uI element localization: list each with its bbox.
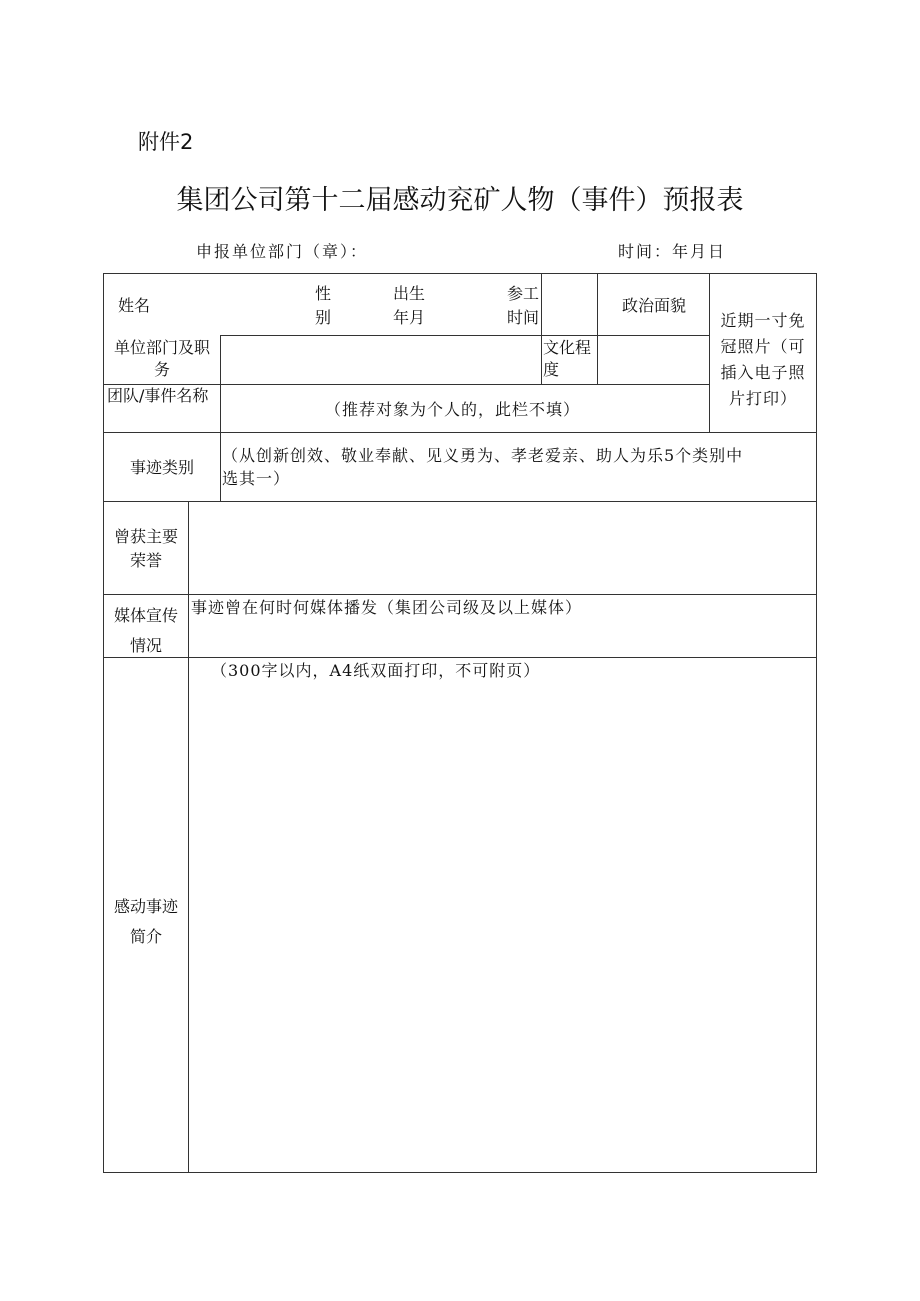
honors-label: 曾获主要 荣誉 xyxy=(113,527,178,570)
team-event-hint: （推荐对象为个人的，此栏不填） xyxy=(325,400,581,419)
category-hint: （从创新创效、敬业奉献、见义勇为、孝老爱亲、助人为乐5个类别中 选其一） xyxy=(222,446,744,488)
education-label: 文化程 度 xyxy=(543,338,592,379)
unit-position-label: 单位部门及职 务 xyxy=(113,338,210,379)
summary-hint: （300字以内，A4纸双面打印，不可附页） xyxy=(211,661,541,680)
political-status-label: 政治面貌 xyxy=(621,296,686,315)
summary-label: 感动事迹 简介 xyxy=(113,897,178,946)
page-title: 集团公司第十二届感动兖矿人物（事件）预报表 xyxy=(176,185,744,216)
category-label: 事迹类别 xyxy=(129,458,194,477)
birth-date-label: 出生 年月 xyxy=(393,284,426,327)
dept-stamp-label: 申报单位部门（章）： xyxy=(196,242,369,261)
media-label: 媒体宣传 情况 xyxy=(113,606,178,655)
photo-placeholder: 近期一寸免 冠照片（可 插入电子照 片打印） xyxy=(720,311,806,408)
team-event-label: 团队/事件名称 xyxy=(107,386,209,405)
name-label: 姓名 xyxy=(118,296,151,315)
media-hint: 事迹曾在何时何媒体播发（集团公司级及以上媒体） xyxy=(191,598,583,617)
work-start-label: 参工 时间 xyxy=(507,284,540,327)
gender-label: 性 别 xyxy=(315,284,332,327)
date-label: 时间：年月日 xyxy=(618,242,727,261)
attachment-label: 附件2 xyxy=(138,130,194,154)
